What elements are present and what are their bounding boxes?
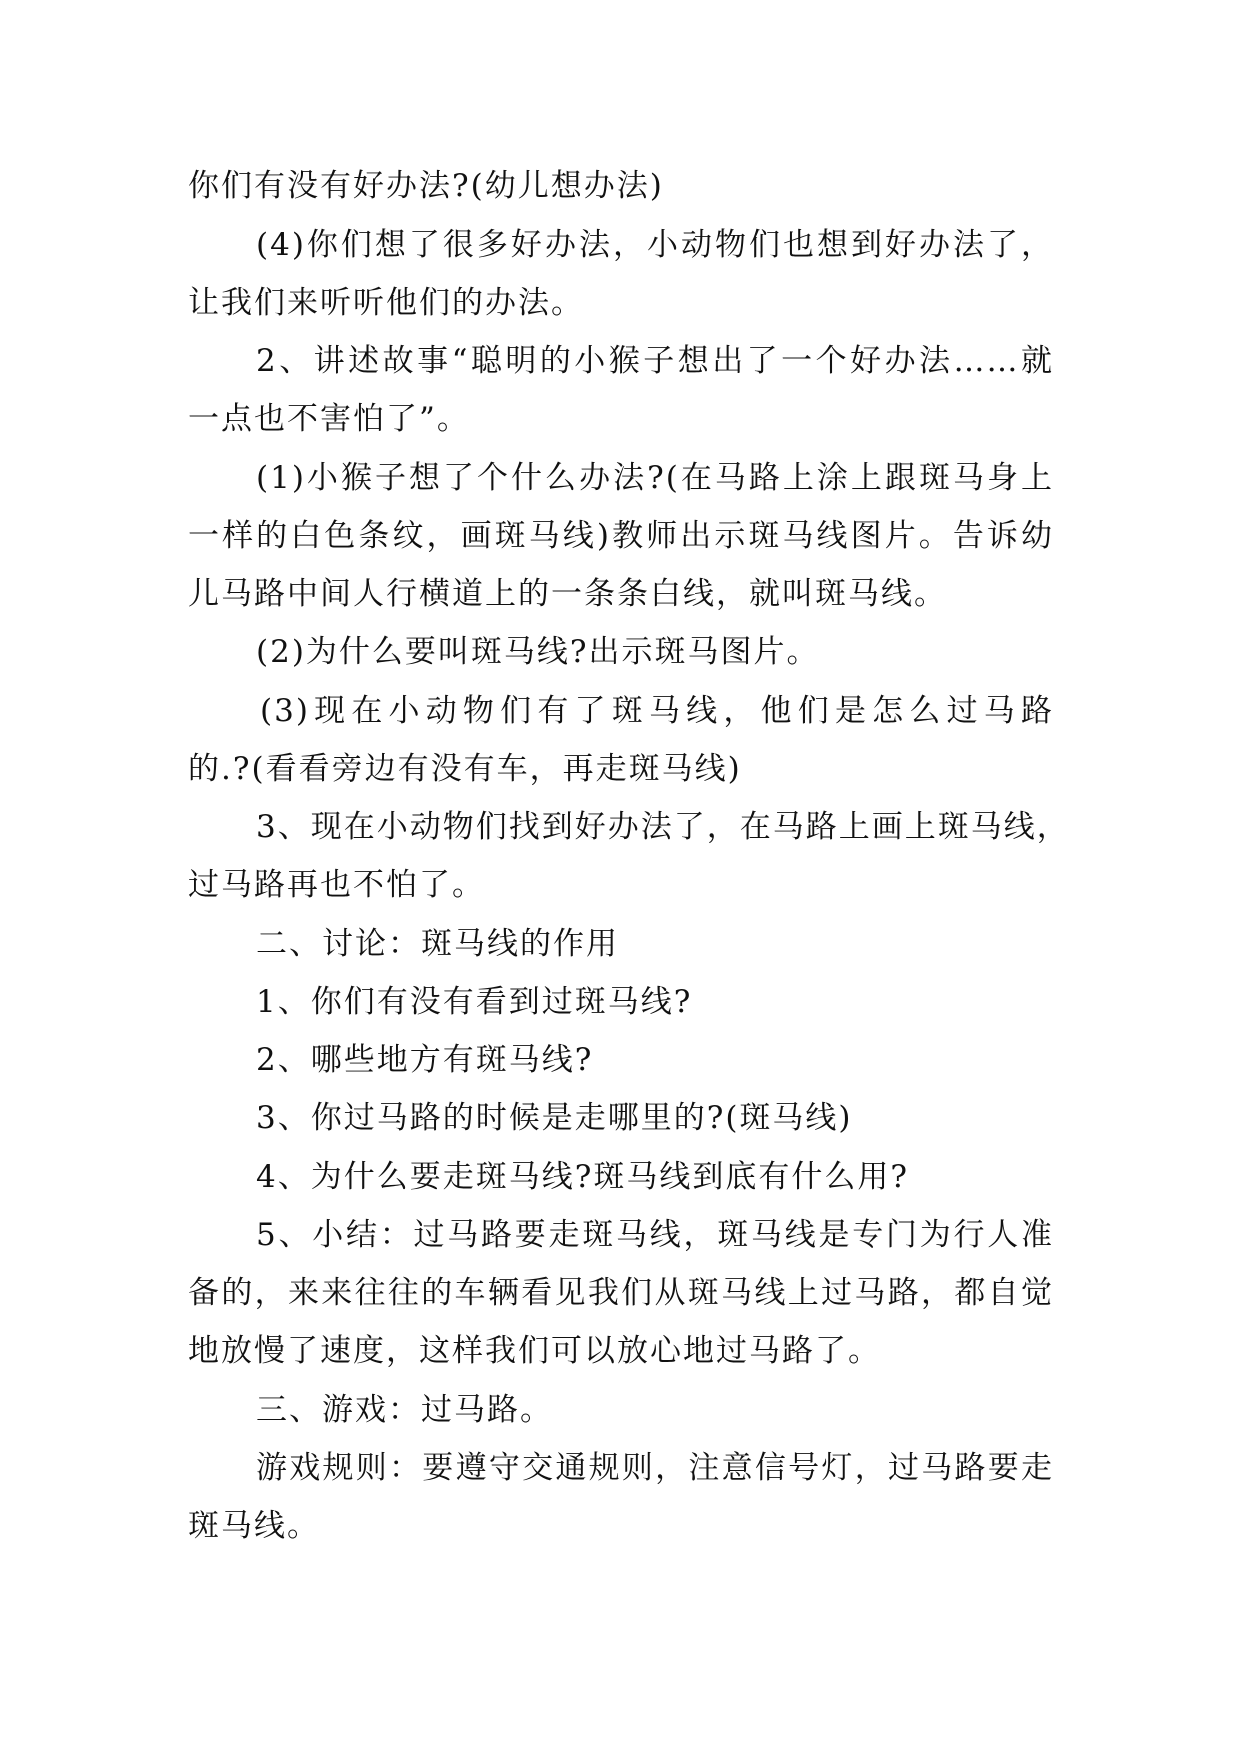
text-line: 你们有没有好办法?(幼儿想办法) <box>188 168 664 204</box>
text-line: 游戏规则：要遵守交通规则，注意信号灯，过马路要走 <box>256 1450 1054 1486</box>
text-line: 2、哪些地方有斑马线? <box>256 1042 594 1078</box>
text-line: 的.?(看看旁边有没有车，再走斑马线) <box>188 751 742 787</box>
text-line: 3、现在小动物们找到好办法了，在马路上画上斑马线， <box>256 809 1070 845</box>
text-line: 让我们来听听他们的办法。 <box>188 285 584 321</box>
text-line: 4、为什么要走斑马线?斑马线到底有什么用? <box>256 1159 909 1195</box>
text-line: (2)为什么要叫斑马线?出示斑马图片。 <box>256 634 820 670</box>
text-line: 1、你们有没有看到过斑马线? <box>256 984 693 1020</box>
text-line: 一样的白色条纹，画斑马线)教师出示斑马线图片。告诉幼 <box>188 518 1054 554</box>
text-line: (1)小猴子想了个什么办法?(在马路上涂上跟斑马身上 <box>256 460 1054 496</box>
text-line: 二、讨论：斑马线的作用 <box>256 926 619 962</box>
text-line: 备的，来来往往的车辆看见我们从斑马线上过马路，都自觉 <box>188 1275 1054 1311</box>
text-line: 一点也不害怕了”。 <box>188 401 470 437</box>
text-line: 地放慢了速度，这样我们可以放心地过马路了。 <box>188 1333 881 1369</box>
text-line: 儿马路中间人行横道上的一条条白线，就叫斑马线。 <box>188 576 947 612</box>
text-line: (3)现在小动物们有了斑马线，他们是怎么过马路 <box>260 693 1054 729</box>
text-line: 三、游戏：过马路。 <box>256 1392 553 1428</box>
text-line: 3、你过马路的时候是走哪里的?(斑马线) <box>256 1100 853 1136</box>
text-line: (4)你们想了很多好办法，小动物们也想到好办法了， <box>256 227 1054 263</box>
text-line: 2、讲述故事“聪明的小猴子想出了一个好办法……就 <box>256 343 1054 379</box>
text-line: 斑马线。 <box>188 1508 320 1544</box>
text-line: 过马路再也不怕了。 <box>188 867 485 903</box>
text-line: 5、小结：过马路要走斑马线，斑马线是专门为行人准 <box>256 1217 1054 1253</box>
